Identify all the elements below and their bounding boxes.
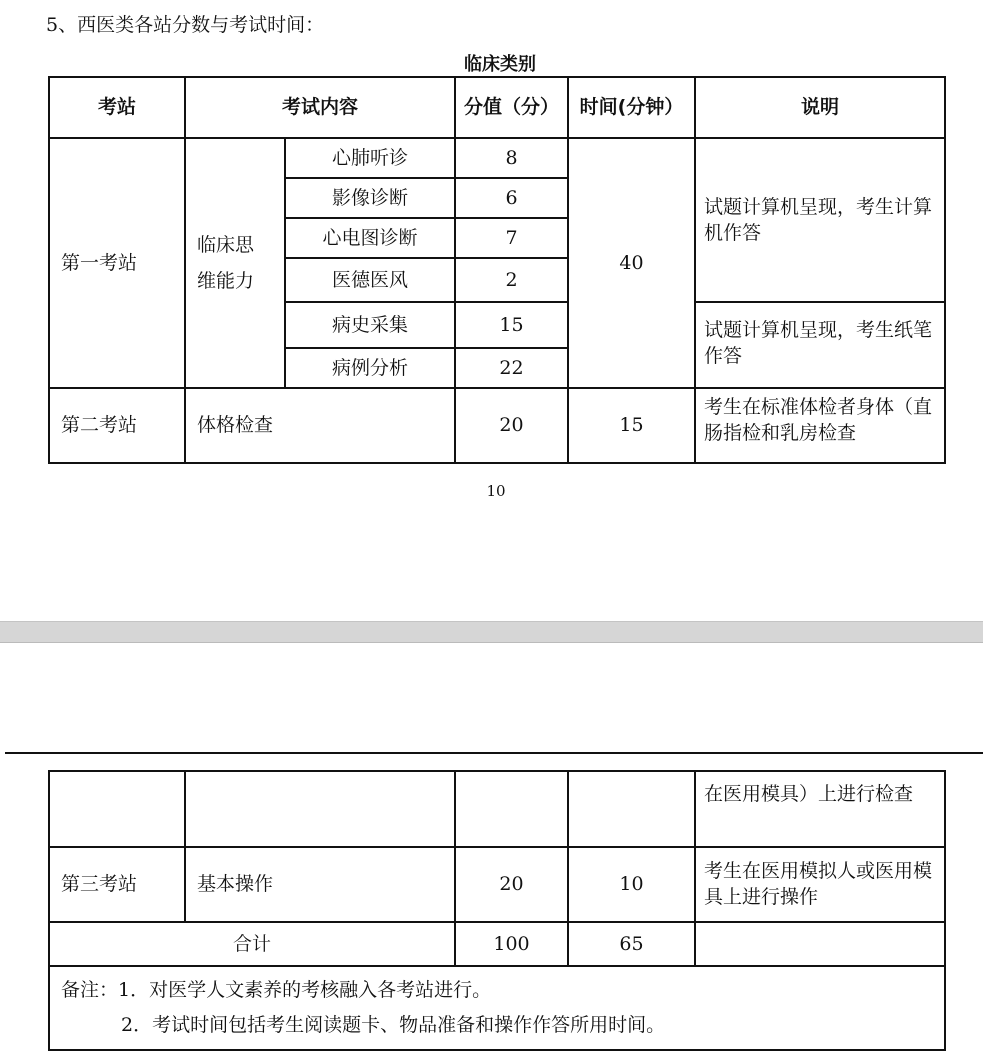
station2-score: 20 — [455, 388, 568, 463]
header-time: 时间(分钟） — [568, 77, 695, 138]
station3-content: 基本操作 — [185, 847, 455, 922]
remark-line-2: 2．考试时间包括考生阅读题卡、物品准备和操作作答所用时间。 — [121, 1014, 666, 1037]
station2-note-part1: 考生在标准体检者身体（直肠指检和乳房检查 — [695, 388, 945, 463]
page-top-rule — [5, 752, 983, 754]
station2-time: 15 — [568, 388, 695, 463]
item-row — [286, 139, 454, 178]
score-table-page1 — [48, 76, 946, 464]
station2-note-part2: 在医用模具）上进行检查 — [695, 771, 945, 847]
item-name: 医德医风 — [286, 258, 454, 302]
item-score: 7 — [456, 218, 567, 258]
item-row — [286, 258, 454, 302]
station1-note-a: 试题计算机呈现，考生计算机作答 — [696, 141, 944, 302]
item-row — [286, 348, 454, 387]
station1-note-cell — [695, 138, 945, 388]
station3-score: 20 — [455, 847, 568, 922]
item-name: 病例分析 — [286, 348, 454, 387]
station3-row — [49, 847, 945, 922]
station1-note-b: 试题计算机呈现，考生纸笔作答 — [696, 302, 944, 385]
total-row — [49, 922, 945, 966]
remark-line-1: 备注：1．对医学人文素养的考核融入各考站进行。 — [61, 979, 492, 1001]
table-header-row — [49, 77, 945, 138]
item-row — [286, 218, 454, 258]
table-caption: 临床类别 — [464, 54, 536, 75]
station1-row — [49, 138, 945, 388]
station1-items — [286, 139, 454, 387]
item-score: 15 — [456, 302, 567, 348]
score-table-page2 — [48, 770, 946, 1051]
page-gap — [0, 621, 983, 643]
remarks-row — [49, 966, 945, 1050]
total-label: 合计 — [49, 922, 455, 966]
station1-scores-cell — [455, 138, 568, 388]
item-score: 6 — [456, 178, 567, 218]
station1-time: 40 — [568, 138, 695, 388]
header-content: 考试内容 — [185, 77, 455, 138]
station2-name: 第二考站 — [49, 388, 185, 463]
station1-category: 临床思维能力 — [197, 233, 255, 292]
station2-row — [49, 388, 945, 463]
item-name: 病史采集 — [286, 302, 454, 348]
station1-content-cell — [185, 138, 455, 388]
item-score: 22 — [456, 348, 567, 387]
station1-notes — [696, 141, 944, 385]
station2-content: 体格检查 — [185, 388, 455, 463]
item-row — [286, 178, 454, 218]
total-score: 100 — [455, 922, 568, 966]
station1-name: 第一考站 — [49, 138, 185, 388]
item-name: 影像诊断 — [286, 178, 454, 218]
remarks-cell — [49, 966, 945, 1050]
page-number: 10 — [486, 482, 506, 500]
item-name: 心肺听诊 — [286, 139, 454, 178]
item-row — [286, 302, 454, 348]
section-heading: 5、西医类各站分数与考试时间： — [46, 14, 325, 36]
station2-continued-row — [49, 771, 945, 847]
header-station: 考站 — [49, 77, 185, 138]
station3-name: 第三考站 — [49, 847, 185, 922]
item-score: 8 — [456, 139, 567, 178]
station1-scores — [456, 139, 567, 387]
item-name: 心电图诊断 — [286, 218, 454, 258]
station3-time: 10 — [568, 847, 695, 922]
header-score: 分值（分） — [455, 77, 568, 138]
item-score: 2 — [456, 258, 567, 302]
header-note: 说明 — [695, 77, 945, 138]
station3-note: 考生在医用模拟人或医用模具上进行操作 — [695, 847, 945, 922]
total-time: 65 — [568, 922, 695, 966]
